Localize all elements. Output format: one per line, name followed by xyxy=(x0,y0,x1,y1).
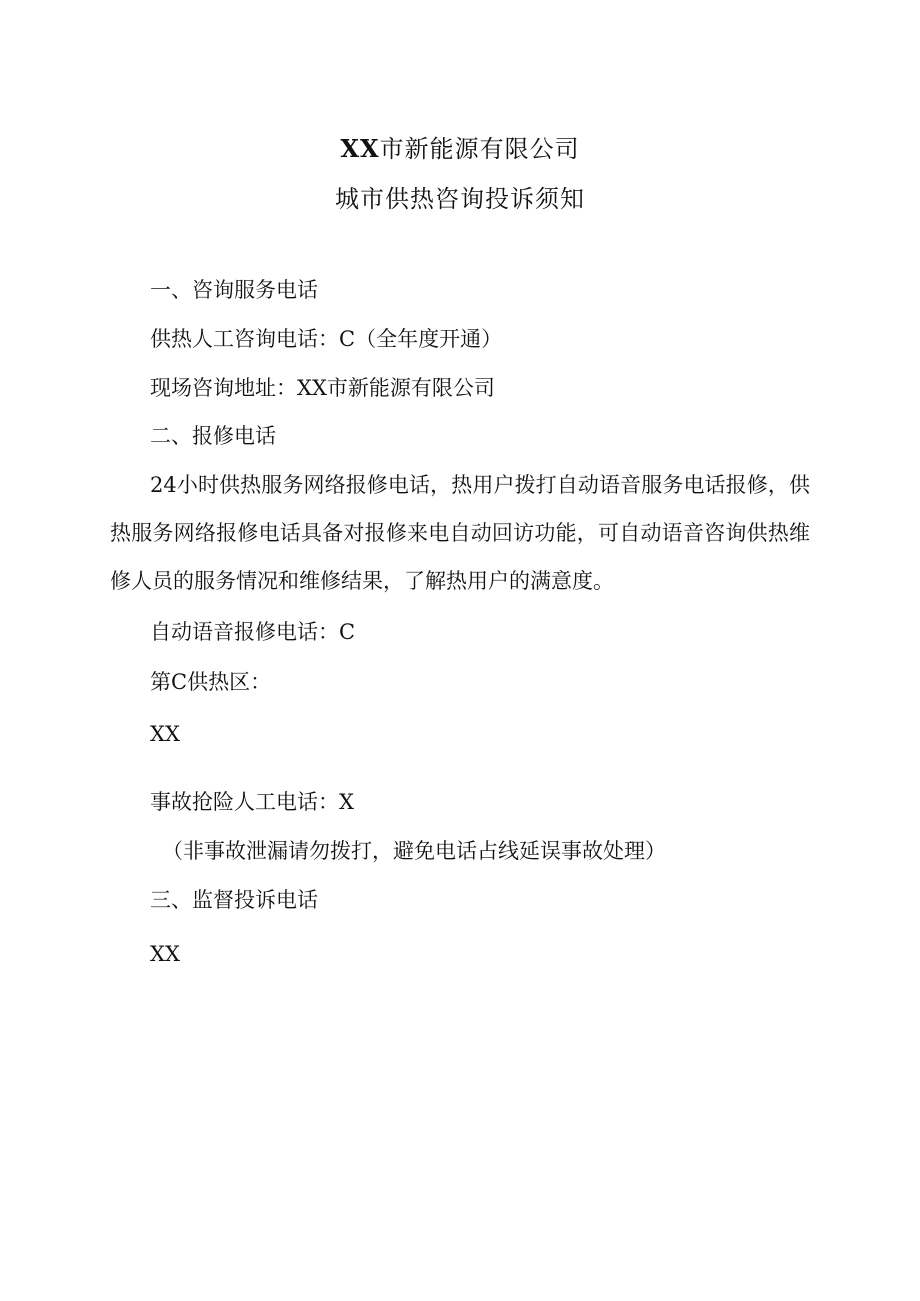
document-title-company xyxy=(0,134,920,164)
company-name-rest: 市新能源有限公司 xyxy=(379,135,580,163)
document-title-subject: 城市供热咨询投诉须知 xyxy=(335,185,585,213)
supervision-value: XX xyxy=(150,942,180,966)
emergency-note: （非事故泄漏请勿拨打，避免电话占线延误事故处理） xyxy=(162,839,666,863)
consult-heading: 一、咨询服务电话 xyxy=(150,278,318,302)
emergency-phone: 事故抢险人工电话：X xyxy=(150,790,354,814)
district-value: XX xyxy=(150,722,180,746)
consult-address: 现场咨询地址：XX市新能源有限公司 xyxy=(150,376,495,400)
repair-paragraph: 24小时供热服务网络报修电话，热用户拨打自动语音服务电话报修，供热服务网络报修电话具备对报修来电自动回访功能，可自动语音咨询供热维修人员的服务情况和维修结果，了解热用户的满意度。 xyxy=(110,473,810,593)
auto-repair-phone: 自动语音报修电话：C xyxy=(150,620,356,644)
repair-heading: 二、报修电话 xyxy=(150,424,276,448)
company-name-prefix: XX xyxy=(340,134,380,163)
consult-phone: 供热人工咨询电话：C（全年度开通） xyxy=(150,327,503,351)
supervision-heading: 三、监督投诉电话 xyxy=(150,888,318,912)
district-label: 第C供热区： xyxy=(150,670,272,694)
